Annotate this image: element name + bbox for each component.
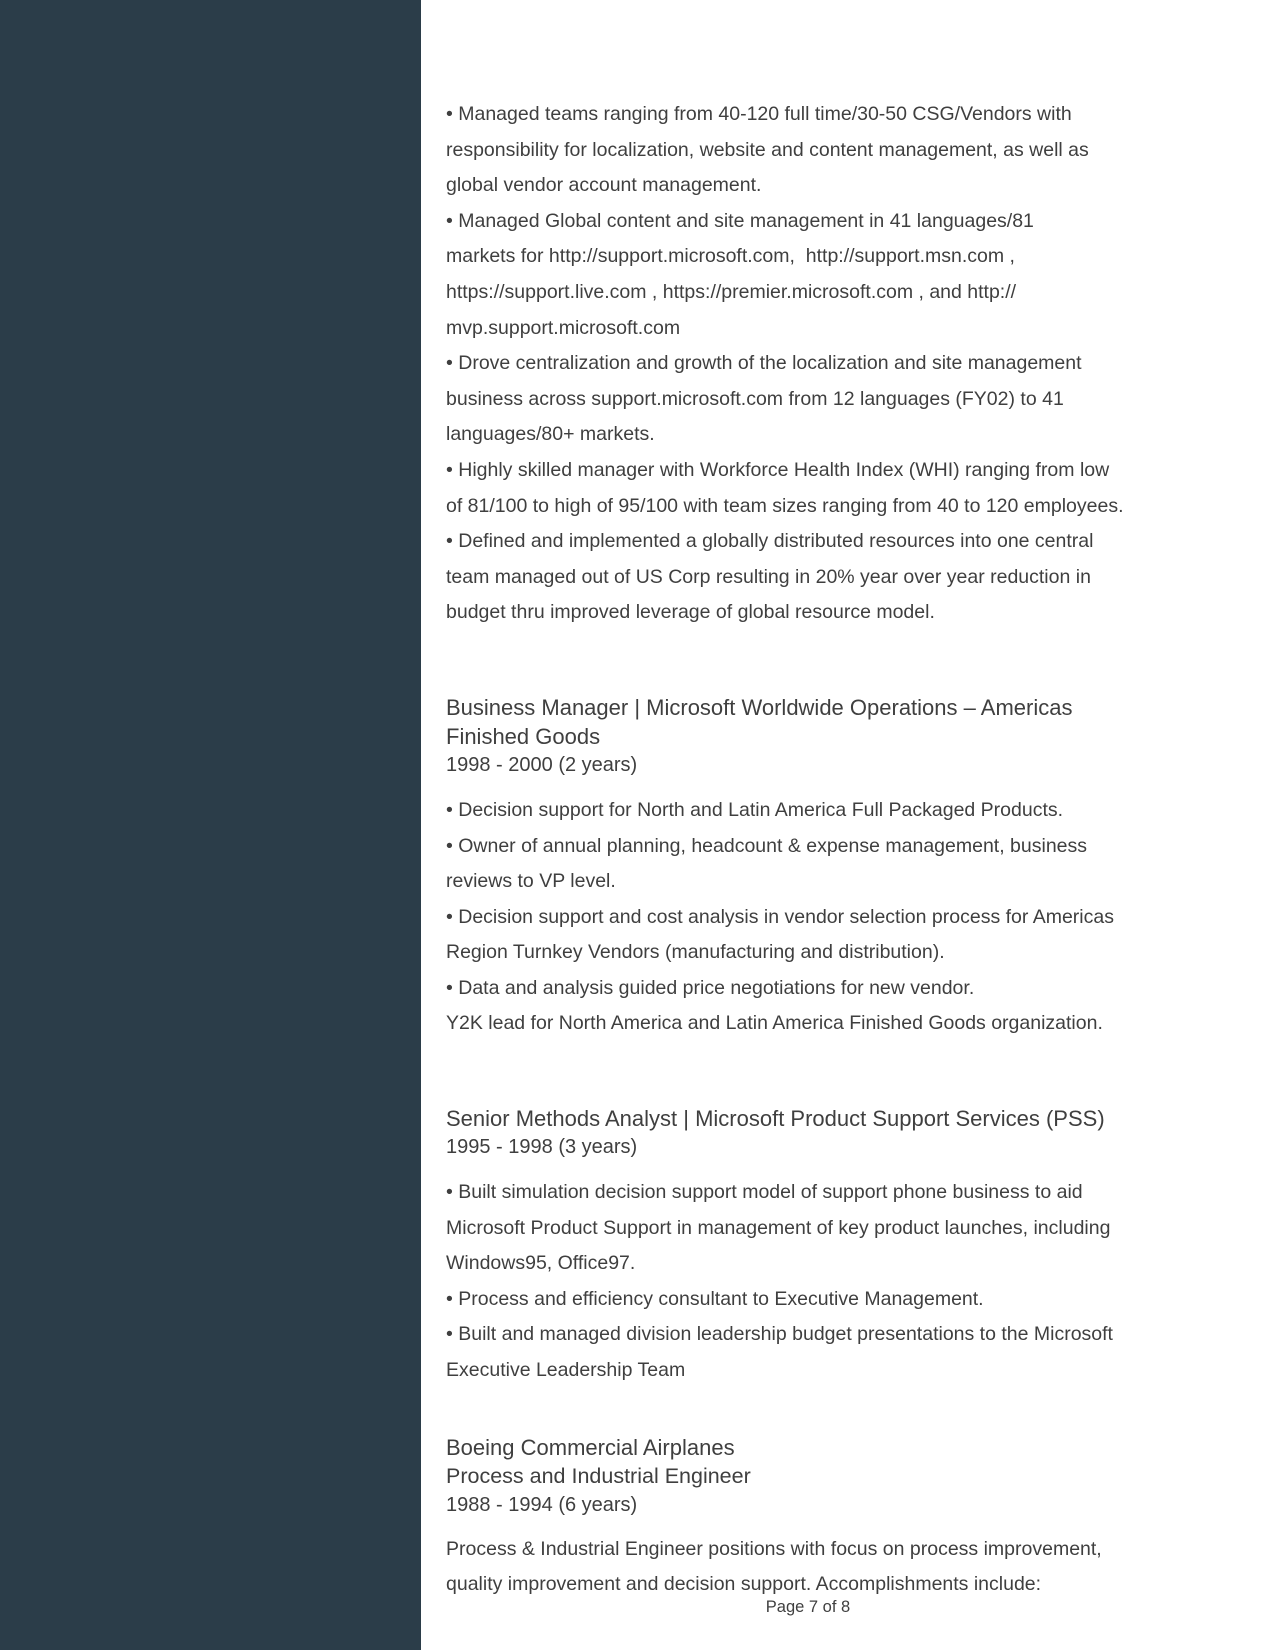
left-accent-band	[0, 0, 421, 1650]
bullet-line: budget thru improved leverage of global resource model.	[446, 601, 935, 624]
resume-content	[446, 84, 1206, 1603]
heading-line: Boeing Commercial Airplanes	[446, 1434, 735, 1460]
bullet-line: reviews to VP level.	[446, 870, 616, 893]
bullet-line: Windows95, Office97.	[446, 1252, 636, 1275]
bullet-line: • Defined and implemented a globally distributed resources into one central	[446, 530, 1094, 553]
role-dates-senior-methods-analyst	[446, 1133, 1206, 1162]
bullet-line: • Highly skilled manager with Workforce Health Index (WHI) ranging from low	[446, 458, 1110, 481]
bullet-line: • Managed Global content and site management in 41 languages/81	[446, 209, 1034, 232]
heading-line: Business Manager | Microsoft Worldwide Operations – Americas	[446, 694, 1073, 720]
bullet-line: responsibility for localization, website and content management, as well as	[446, 138, 1089, 161]
heading-line: Process and Industrial Engineer	[446, 1463, 751, 1488]
bullet-line: Executive Leadership Team	[446, 1359, 686, 1382]
bullet-line: global vendor account management.	[446, 174, 762, 197]
date-line: 1998 - 2000 (2 years)	[446, 753, 638, 776]
company-heading-boeing	[446, 1433, 1206, 1462]
bullet-line: • Data and analysis guided price negotiations for new vendor.	[446, 976, 975, 999]
boeing-summary	[446, 1532, 1206, 1603]
role-dates-business-manager	[446, 751, 1206, 780]
bullet-line: Y2K lead for North America and Latin America Finished Goods organization.	[446, 1012, 1103, 1035]
bullet-line: of 81/100 to high of 95/100 with team sizes ranging from 40 to 120 employees.	[446, 494, 1124, 517]
bullet-line: Region Turnkey Vendors (manufacturing and distribution).	[446, 941, 945, 964]
role-title-process-industrial-engineer	[446, 1462, 1206, 1491]
role-dates-process-industrial-engineer	[446, 1491, 1206, 1520]
bullet-line: https://support.live.com , https://premier.microsoft.com , and http://	[446, 280, 1017, 303]
body-line: quality improvement and decision support. Accomplishments include:	[446, 1573, 1042, 1596]
role-title-business-manager	[446, 693, 1206, 751]
bullet-line: markets for http://support.microsoft.com, http://support.msn.com ,	[446, 245, 1015, 268]
bullet-line: business across support.microsoft.com from 12 languages (FY02) to 41	[446, 387, 1064, 410]
body-line: Process & Industrial Engineer positions with focus on process improvement,	[446, 1537, 1102, 1560]
heading-line: Finished Goods	[446, 723, 601, 749]
bullet-line: • Process and efficiency consultant to Executive Management.	[446, 1287, 984, 1310]
heading-line: Senior Methods Analyst | Microsoft Product Support Services (PSS)	[446, 1106, 1105, 1132]
bullet-line: • Owner of annual planning, headcount & expense management, business	[446, 834, 1088, 857]
date-line: 1988 - 1994 (6 years)	[446, 1493, 638, 1516]
bullet-line: mvp.support.microsoft.com	[446, 316, 681, 339]
page-number: Page 7 of 8	[765, 1598, 851, 1616]
bullet-line: • Decision support and cost analysis in vendor selection process for Americas	[446, 905, 1114, 928]
date-line: 1995 - 1998 (3 years)	[446, 1136, 638, 1159]
bullet-line: • Built and managed division leadership budget presentations to the Microsoft	[446, 1323, 1113, 1346]
senior-methods-analyst-bullets	[446, 1175, 1206, 1389]
microsoft-role-1-bullets	[446, 97, 1206, 631]
bullet-line: • Decision support for North and Latin America Full Packaged Products.	[446, 798, 1064, 821]
business-manager-bullets	[446, 793, 1206, 1042]
bullet-line: • Built simulation decision support model of support phone business to aid	[446, 1181, 1083, 1204]
bullet-line: languages/80+ markets.	[446, 423, 655, 446]
bullet-line: team managed out of US Corp resulting in 20% year over year reduction in	[446, 565, 1091, 588]
bullet-line: Microsoft Product Support in management of key product launches, including	[446, 1216, 1111, 1239]
bullet-line: • Drove centralization and growth of the localization and site management	[446, 352, 1082, 375]
bullet-line: • Managed teams ranging from 40-120 full time/30-50 CSG/Vendors with	[446, 103, 1072, 125]
role-title-senior-methods-analyst	[446, 1104, 1206, 1133]
